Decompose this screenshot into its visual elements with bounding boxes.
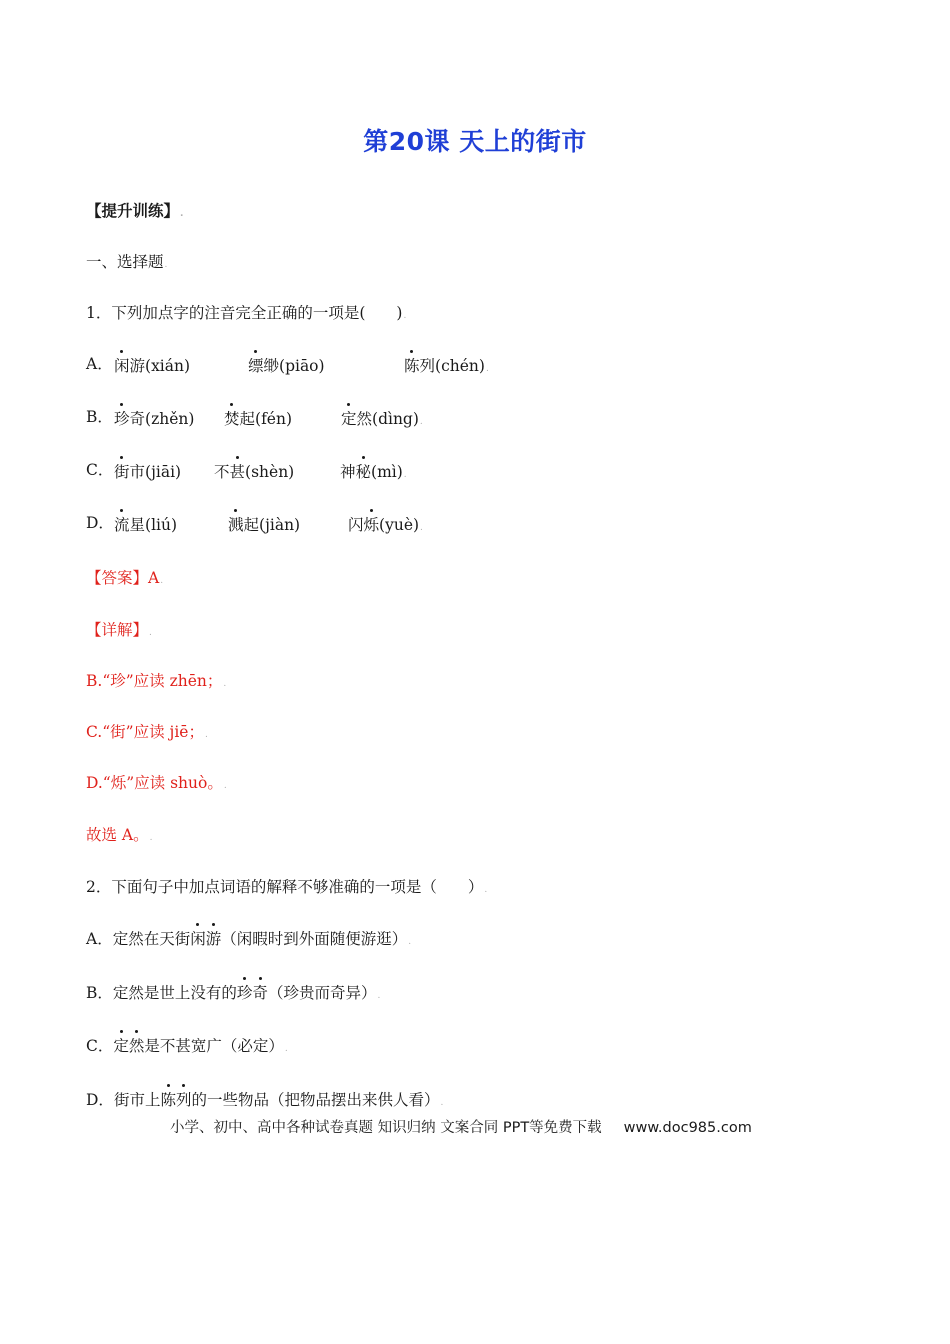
q2-option-b: B．定然是世上没有的珍奇（珍贵而奇异）.: [86, 984, 381, 1002]
q1-detail-b: B.“珍”应读 zhēn；.: [86, 672, 227, 690]
q2-option-c: C．定然是不甚宽广（必定）.: [86, 1037, 288, 1055]
q1-detail-c: C.“街”应读 jiē；.: [86, 723, 208, 741]
q1-option-d-item-1: 流星(liú): [114, 516, 178, 534]
q1-option-d-item-2: 溅起(jiàn): [228, 516, 301, 534]
q1-option-a-item-1: 闲游(xián): [114, 357, 191, 375]
q1-option-b-item-1: 珍奇(zhěn): [114, 410, 195, 428]
q1-option-d-item-3: 闪烁(yuè).: [348, 516, 423, 534]
section-label: 【提升训练】.: [86, 202, 184, 220]
q2-option-a: A．定然在天街闲游（闲暇时到外面随便游逛）.: [86, 930, 412, 948]
question-1-stem: 1．下列加点字的注音完全正确的一项是( ).: [86, 304, 407, 322]
question-2-stem: 2．下面句子中加点词语的解释不够准确的一项是（ ）.: [86, 878, 488, 896]
q1-option-c-item-2: 不甚(shèn): [214, 463, 295, 481]
q1-option-b-item-2: 焚起(fén): [224, 410, 293, 428]
q1-conclusion: 故选 A。.: [86, 826, 153, 844]
page-footer: [170, 1116, 752, 1137]
q1-detail-label: 【详解】.: [86, 621, 152, 639]
q1-answer: 【答案】A.: [86, 569, 164, 587]
q2-option-d: D．街市上陈列的一些物品（把物品摆出来供人看）.: [86, 1091, 444, 1109]
part-heading: 一、选择题.: [86, 253, 168, 271]
footer-url[interactable]: www.doc985.com: [623, 1120, 752, 1136]
q1-option-a-item-3: 陈列(chén).: [404, 357, 489, 375]
q1-option-c-label: C．: [86, 461, 114, 479]
q1-option-a-label: A．: [86, 355, 113, 373]
q1-option-d-label: D．: [86, 514, 114, 532]
footer-text: 小学、初中、高中各种试卷真题 知识归纳 文案合同 PPT等免费下载: [170, 1120, 602, 1136]
q1-option-a-item-2: 缥缈(piāo): [248, 357, 325, 375]
page-title: 第20课 天上的街市: [363, 127, 587, 156]
q1-detail-d: D.“烁”应读 shuò。.: [86, 774, 227, 792]
q1-option-c-item-1: 街市(jiāi): [114, 463, 182, 481]
q1-option-c-item-3: 神秘(mì).: [340, 463, 407, 481]
q1-option-b-label: B．: [86, 408, 113, 426]
q1-option-b-item-3: 定然(dìng).: [341, 410, 423, 428]
